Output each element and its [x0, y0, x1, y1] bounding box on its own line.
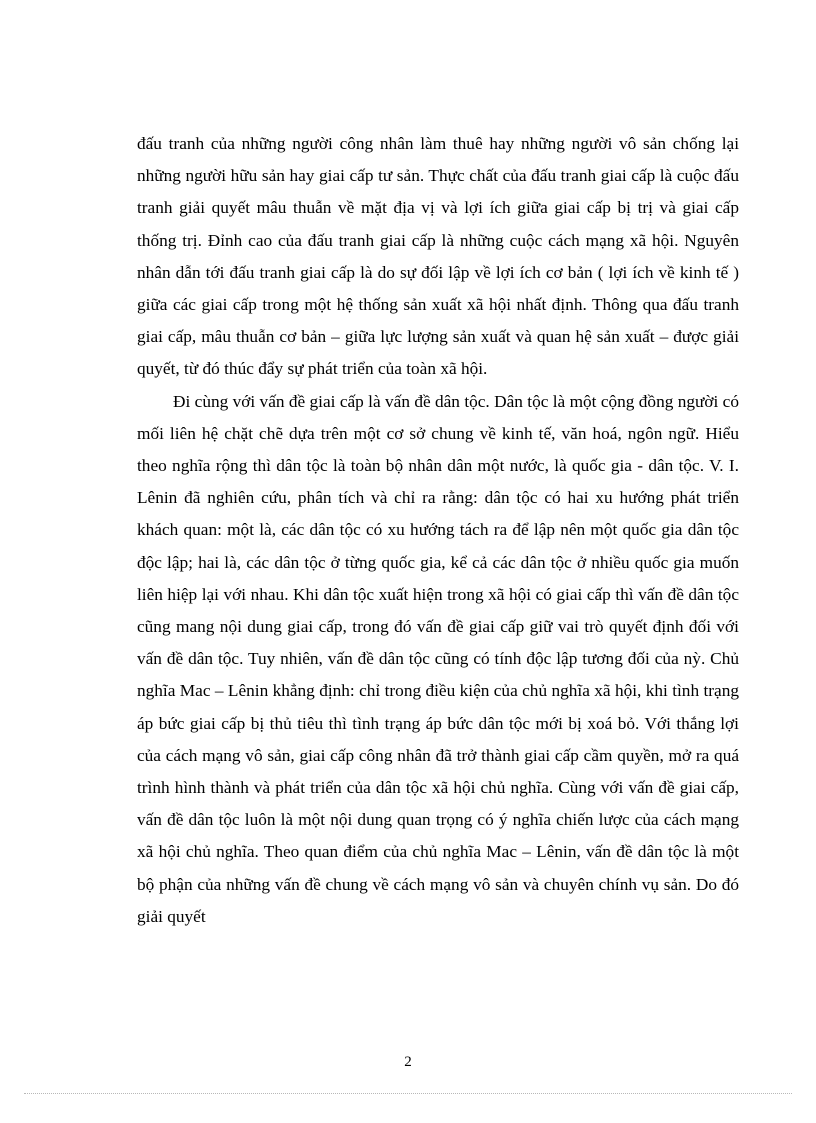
page-number: 2 [404, 1054, 412, 1070]
page-bottom-border [24, 1093, 792, 1094]
body-text [137, 128, 739, 933]
paragraph-continuation: đấu tranh của những người công nhân làm thuê hay những người vô sản chống lại những người hữu sản hay giai cấp tư sản. Thực chất của đấu tranh giai cấp là cuộc đấu tranh giải quyết mâu thuẫn về mặt địa vị và lợi ích giữa giai cấp bị trị và giai cấp thống trị. Đỉnh cao của đấu tranh giai cấp là những cuộc cách mạng xã hội. Nguyên nhân dẫn tới đấu tranh giai cấp là do sự đối lập về lợi ích cơ bản ( lợi ích về kinh tế ) giữa các giai cấp trong một hệ thống sản xuất xã hội nhất định. Thông qua đấu tranh giai cấp, mâu thuẫn cơ bản – giữa lực lượng sản xuất và quan hệ sản xuất – được giải quyết, từ đó thúc đẩy sự phát triển của toàn xã hội. [137, 134, 739, 379]
paragraph-ethnic-issue: Đi cùng với vấn đề giai cấp là vấn đề dân tộc. Dân tộc là một cộng đồng người có mối liên hệ chặt chẽ dựa trên một cơ sở chung về kinh tế, văn hoá, ngôn ngữ. Hiểu theo nghĩa rộng thì dân tộc là toàn bộ nhân dân một nước, là quốc gia - dân tộc. V. I. Lênin đã nghiên cứu, phân tích và chỉ ra rằng: dân tộc có hai xu hướng phát triển khách quan: một là, các dân tộc có xu hướng tách ra để lập nên một quốc gia dân tộc độc lập; hai là, các dân tộc ở từng quốc gia, kể cả các dân tộc ở nhiều quốc gia muốn liên hiệp lại với nhau. Khi dân tộc xuất hiện trong xã hội có giai cấp thì vấn đề dân tộc cũng mang nội dung giai cấp, trong đó vấn đề giai cấp giữ vai trò quyết định đối với vấn đề dân tộc. Tuy nhiên, vấn đề dân tộc cũng có tính độc lập tương đối của nỳ. Chủ nghĩa Mac – Lênin khẳng định: chỉ trong điều kiện của chủ nghĩa xã hội, khi tình trạng áp bức giai cấp bị thủ tiêu thì tình trạng áp bức dân tộc mới bị xoá bỏ. Với thắng lợi của cách mạng vô sản, giai cấp công nhân đã trở thành giai cấp cầm quyền, mở ra quá trình hình thành và phát triển của dân tộc xã hội chủ nghĩa. Cùng với vấn đề giai cấp, vấn đề dân tộc luôn là một nội dung quan trọng có ý nghĩa chiến lược của cách mạng xã hội chủ nghĩa. Theo quan điểm của chủ nghĩa Mac – Lênin, vấn đề dân tộc là một bộ phận của những vấn đề chung về cách mạng vô sản và chuyên chính vụ sản. Do đó giải quyết [137, 391, 739, 926]
